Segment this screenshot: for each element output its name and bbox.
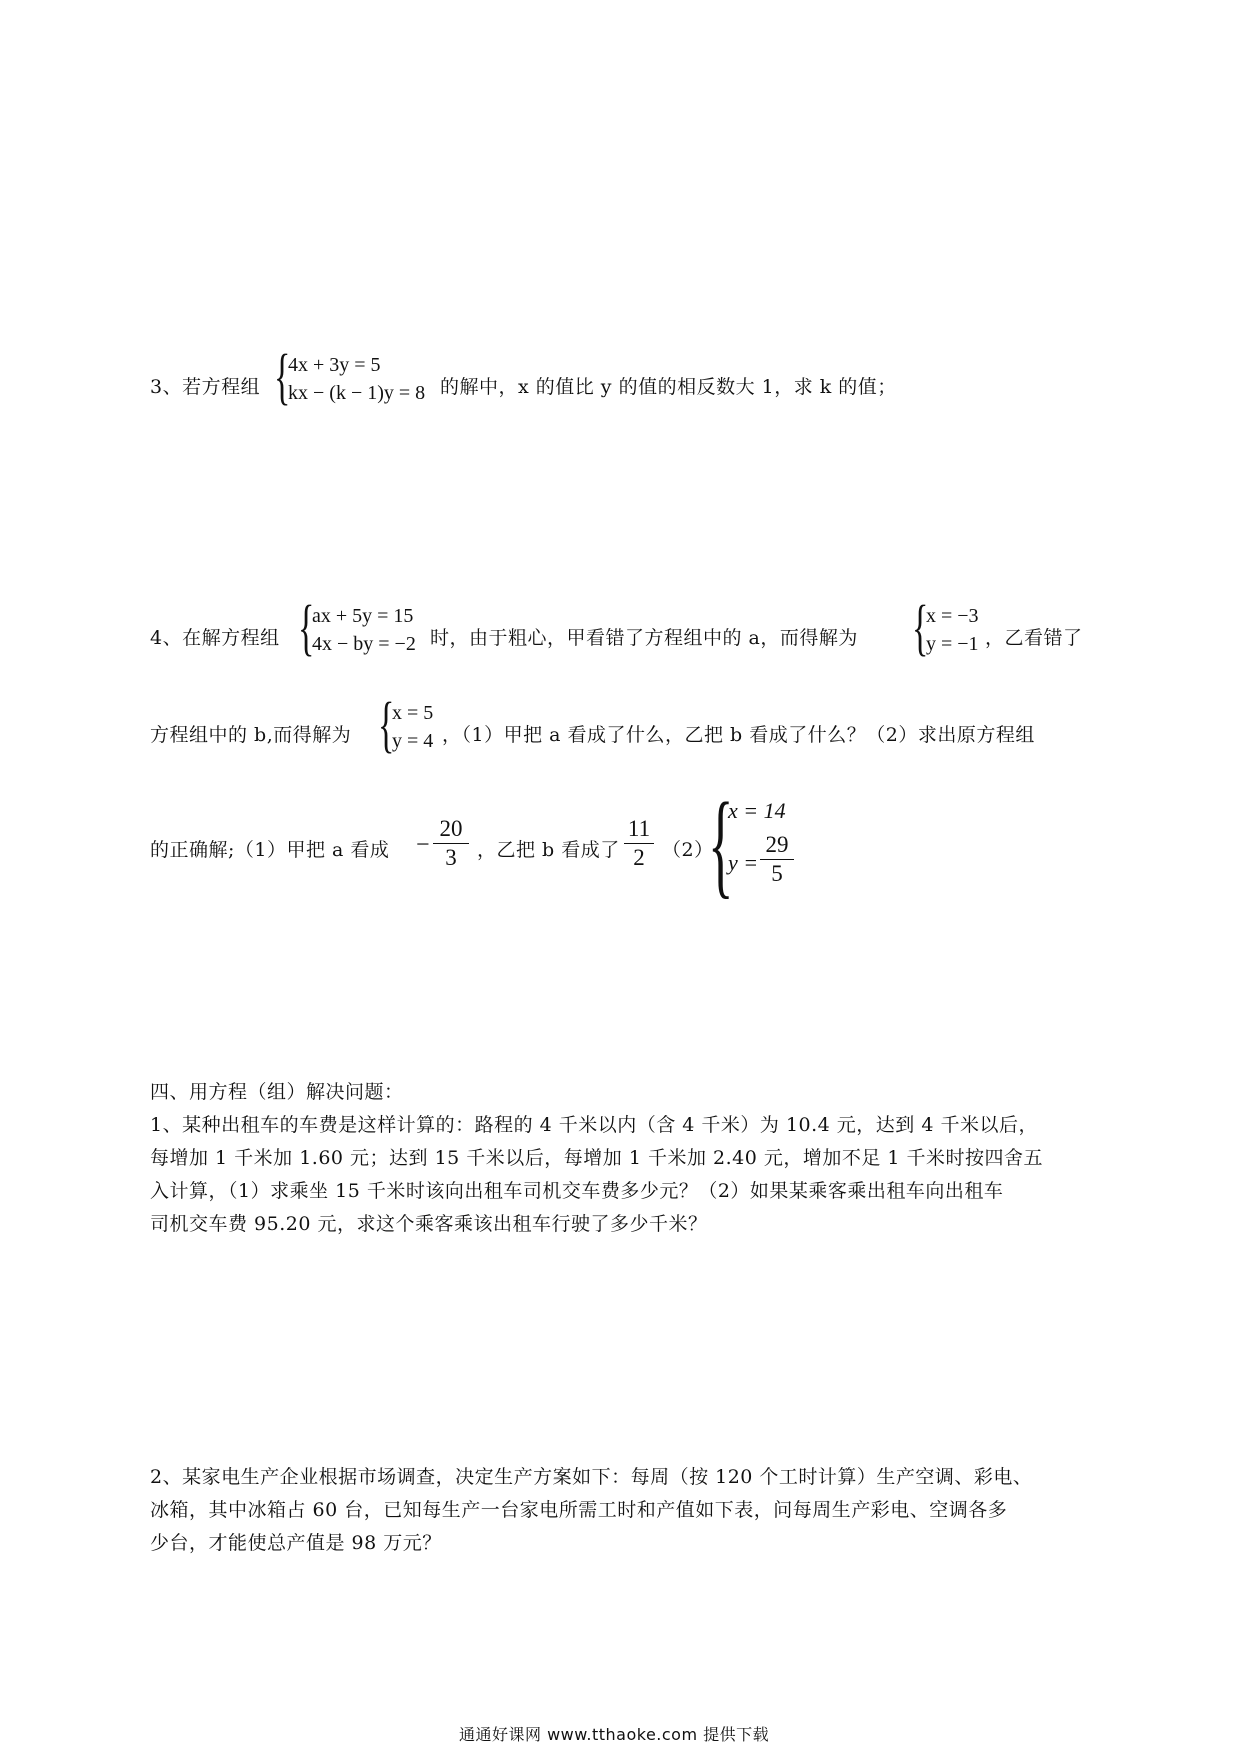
q3-prefix: 3、若方程组 — [150, 376, 261, 398]
fraction-denominator: 2 — [633, 845, 645, 870]
fraction-bar — [760, 859, 794, 860]
fraction-bar — [624, 843, 654, 844]
q4-answer-mid: ，乙把 b 看成了 — [477, 839, 620, 861]
q3-eq1: 4x + 3y = 5 — [288, 354, 381, 376]
left-brace-icon: { — [708, 778, 734, 909]
problem1-line: 1、某种出租车的车费是这样计算的：路程的 4 千米以内（含 4 千米）为 10.4 元，达到 4 千米以后， — [150, 1114, 1038, 1136]
left-brace-icon: { — [298, 594, 315, 662]
q4-line2-prefix: 方程组中的 b,而得解为 — [150, 724, 352, 746]
fraction-numerator: 11 — [627, 816, 651, 841]
fraction-denominator: 5 — [771, 861, 783, 886]
q3-eq2: kx − (k − 1)y = 8 — [288, 382, 426, 404]
fraction-numerator: 29 — [765, 832, 789, 857]
q4-tail1: ，乙看错了 — [985, 627, 1083, 649]
q4-sol1-y: y = −1 — [926, 633, 979, 655]
problem2-line: 2、某家电生产企业根据市场调查，决定生产方案如下：每周（按 120 个工时计算）生产空调、彩电、 — [150, 1466, 1033, 1488]
fraction-numerator: 20 — [439, 816, 463, 841]
q4-prefix: 4、在解方程组 — [150, 627, 280, 649]
problem2-line: 冰箱，其中冰箱占 60 台，已知每生产一台家电所需工时和产值如下表，问每周生产彩电、空调各多 — [150, 1499, 1008, 1521]
q4-line2-suffix: ，（1）甲把 a 看成了什么，乙把 b 看成了什么？（2）求出原方程组 — [442, 724, 1035, 746]
q3-suffix: 的解中，x 的值比 y 的值的相反数大 1，求 k 的值； — [440, 376, 897, 398]
q4-answer-b-fraction — [624, 816, 654, 871]
q4-answer-x: x = 14 — [728, 798, 786, 823]
left-brace-icon: { — [274, 343, 291, 411]
q4-answer-a-sign: − — [416, 832, 430, 858]
left-brace-icon: { — [912, 594, 929, 662]
q4-sol2-x: x = 5 — [392, 702, 434, 724]
q4-answer-a-fraction — [433, 816, 469, 871]
problem1-line: 入计算，（1）求乘坐 15 千米时该向出租车司机交车费多少元？（2）如果某乘客乘出租车向出租车 — [150, 1180, 1004, 1202]
fraction-denominator: 3 — [445, 845, 457, 870]
q4-sol2-y: y = 4 — [392, 730, 434, 752]
q4-answer-y-fraction — [760, 832, 794, 887]
problem1-line: 每增加 1 千米加 1.60 元；达到 15 千米以后，每增加 1 千米加 2.40 元，增加不足 1 千米时按四舍五 — [150, 1147, 1044, 1169]
q4-sol1-x: x = −3 — [926, 605, 979, 627]
q4-answer-y-lhs: y = — [728, 850, 759, 875]
problem1-line: 司机交车费 95.20 元，求这个乘客乘该出租车行驶了多少千米？ — [150, 1213, 708, 1235]
problem2-line: 少台，才能使总产值是 98 万元？ — [150, 1532, 442, 1554]
fraction-bar — [433, 843, 469, 844]
q4-eq2: 4x − by = −2 — [312, 633, 416, 655]
left-brace-icon: { — [378, 691, 395, 759]
q4-answer-prefix: 的正确解;（1）甲把 a 看成 — [150, 839, 390, 861]
page-footer: 通通好课网 www.tthaoke.com 提供下载 — [459, 1725, 770, 1744]
q4-answer-part2: （2） — [662, 839, 714, 861]
q4-eq1: ax + 5y = 15 — [312, 605, 414, 627]
section-heading: 四、用方程（组）解决问题： — [150, 1081, 404, 1103]
q4-mid1: 时，由于粗心，甲看错了方程组中的 a，而得解为 — [430, 627, 858, 649]
